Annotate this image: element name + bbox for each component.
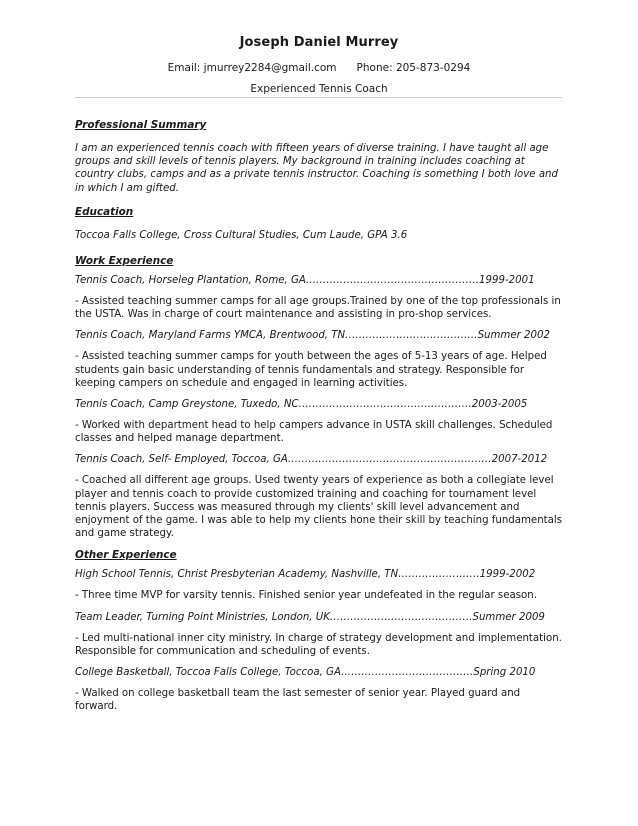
other-entry-description: - Led multi-national inner city ministry. In charge of strategy development and implementation. Responsible for communication and scheduling of events. (75, 632, 562, 657)
summary-text: I am an experienced tennis coach with fifteen years of diverse training. I have taught all age groups and skill levels of tennis players. My background in training includes coaching at country clubs, camps and as a private tennis instructor. Coaching is something I both love and in which I am gifted. (75, 143, 558, 194)
other-entry-description: - Walked on college basketball team the last semester of senior year. Played guard and forward. (75, 688, 521, 713)
other-entry (75, 611, 565, 658)
education-text: Toccoa Falls College, Cross Cultural Studies, Cum Laude, GPA 3.6 (75, 229, 408, 241)
summary-heading: Professional Summary (75, 119, 207, 131)
work-entry-description: - Assisted teaching summer camps for youth between the ages of 5-13 years of age. Helped students gain basic understanding of tennis fundamentals and strategy. Responsible for keeping campers on schedule and engaged in learning activities. (75, 351, 547, 389)
other-entry-title: College Basketball, Toccoa Falls College, Toccoa, GA…………………………………Spring 2010 (75, 667, 536, 679)
education-heading: Education (75, 205, 134, 218)
other-entry (75, 568, 565, 602)
work-entry-description: - Assisted teaching summer camps for all age groups.Trained by one of the top professionals in the USTA. Was in charge of court maintenance and assisting in pro-shop services. (75, 296, 561, 321)
other-entry-title: Team Leader, Turning Point Ministries, London, UK……………………………………Summer 2009 (75, 611, 545, 623)
work-entry (75, 398, 565, 445)
work-entry (75, 274, 565, 321)
work-entry-description: - Coached all different age groups. Used twenty years of experience as both a collegiate level player and tennis coach to provide customized training and coaching for tournament level tennis players. Success was measured through my clients' skill level advancement and enjoyment of the game. I was able to help my clients hone their skill by teaching fundamentals and game strategy. (75, 475, 563, 540)
other-entry (75, 666, 565, 713)
other-entry-description: - Three time MVP for varsity tennis. Finished senior year undefeated in the regular season. (75, 590, 537, 602)
work-entry-description: - Worked with department head to help campers advance in USTA skill challenges. Scheduled classes and helped manage department. (75, 420, 553, 445)
resume-header (0, 35, 638, 50)
work-entry-title: Tennis Coach, Camp Greystone, Tuxedo, NC……………………………………………2003-2005 (75, 399, 528, 411)
work-entry (75, 329, 565, 390)
other-experience-heading: Other Experience (75, 549, 177, 562)
work-entry-title: Tennis Coach, Self- Employed, Toccoa, GA……………………………………………………2007-2012 (75, 454, 548, 466)
header-divider (75, 97, 562, 98)
candidate-title: Experienced Tennis Coach (250, 83, 388, 95)
other-entry-title: High School Tennis, Christ Presbyterian Academy, Nashville, TN……………………1999-2002 (75, 569, 536, 581)
resume-body (75, 118, 565, 721)
contact-line: Email: jmurrey2284@gmail.com Phone: 205-873-0294 (167, 62, 471, 74)
work-entry-title: Tennis Coach, Horseleg Plantation, Rome, GA……………………………………………1999-2001 (75, 275, 535, 287)
candidate-name: Joseph Daniel Murrey (239, 35, 399, 50)
work-entry (75, 453, 565, 540)
work-experience-heading: Work Experience (75, 255, 174, 268)
work-entry-title: Tennis Coach, Maryland Farms YMCA, Brentwood, TN…………………………………Summer 2002 (75, 330, 550, 342)
